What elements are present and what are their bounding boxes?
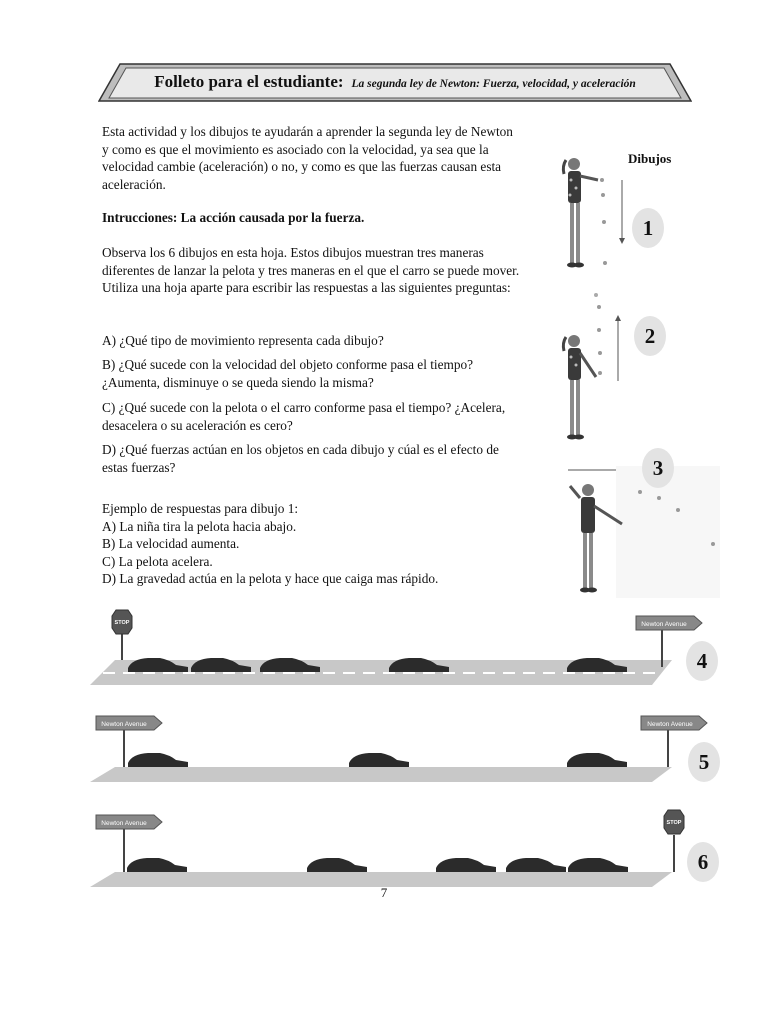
street-sign-text: Newton Avenue: [641, 621, 687, 628]
example-answer: B) La velocidad aumenta.: [102, 536, 240, 551]
road-scene-6: [0, 805, 768, 890]
drawing-number-6: 6: [687, 842, 719, 882]
drawing-number-3: 3: [642, 448, 674, 488]
drawing-number-2: 2: [634, 316, 666, 356]
example-answer: C) La pelota acelera.: [102, 553, 213, 569]
girl-throwing-ball-sideways-illustration: [566, 462, 720, 598]
drawing-number-4: 4: [686, 641, 718, 681]
drawing-number-5: 5: [688, 742, 720, 782]
question-text: D) ¿Qué fuerzas actúan en los objetos en cada dibujo y cúal es el efecto de estas fuerzas?: [102, 442, 499, 475]
handout-subtitle: La segunda ley de Newton: Fuerza, velocidad, y aceleración: [351, 78, 636, 90]
question-b: [102, 356, 522, 391]
example-answers: [102, 500, 522, 588]
question-d: [102, 441, 522, 476]
road-scene-4: [0, 605, 768, 695]
question-text: B) ¿Qué sucede con la velocidad del objeto conforme pasa el tiempo? ¿Aumenta, disminuye o se queda siendo la misma?: [102, 357, 474, 390]
header-banner: [98, 63, 692, 103]
question-text: C) ¿Qué sucede con la pelota o el carro conforme pasa el tiempo? ¿Acelera, desacelera o su aceleración es cero?: [102, 400, 506, 433]
intro-text: Esta actividad y los dibujos te ayudarán a aprender la segunda ley de Newton y como es que el movimiento es asociado con la velocidad, ya sea que la velocidad cambie (aceleración) o no, y como es que las fuerzas causan esta aceleración.: [102, 124, 513, 192]
page-number: 7: [380, 885, 388, 900]
question-text: A) ¿Qué tipo de movimiento representa cada dibujo?: [102, 333, 384, 348]
example-answer: D) La gravedad actúa en la pelota y hace que caiga mas rápido.: [102, 571, 439, 586]
road-scene-5: [0, 710, 768, 790]
stop-sign-text: STOP: [666, 820, 682, 826]
instructions-text: Observa los 6 dibujos en esta hoja. Estos dibujos muestran tres maneras diferentes de lanzar la pelota y tres maneras en el que el carro se puede mover. Utiliza una hoja aparte para escribir las respuestas a las siguientes preguntas:: [102, 245, 520, 295]
girl-dropping-ball-illustration: [556, 150, 628, 272]
question-a: [102, 332, 522, 350]
drawing-number-1: 1: [632, 208, 664, 248]
stop-sign-text: STOP: [114, 620, 130, 626]
instructions-heading: Intrucciones: La acción causada por la fuerza.: [102, 210, 365, 225]
example-answer: A) La niña tira la pelota hacia abajo.: [102, 518, 297, 534]
street-sign-text: Newton Avenue: [101, 820, 147, 827]
intro-paragraph: [102, 123, 522, 193]
drawings-label: Dibujos: [628, 151, 672, 166]
question-c: [102, 399, 522, 434]
instructions-paragraph: [102, 244, 522, 297]
street-sign-text: Newton Avenue: [647, 721, 693, 728]
example-heading: Ejemplo de respuestas para dibujo 1:: [102, 501, 299, 516]
handout-title: Folleto para el estudiante:: [154, 72, 344, 91]
street-sign-text: Newton Avenue: [101, 721, 147, 728]
instructions-heading-block: [102, 209, 522, 227]
girl-throwing-ball-up-illustration: [556, 285, 628, 447]
